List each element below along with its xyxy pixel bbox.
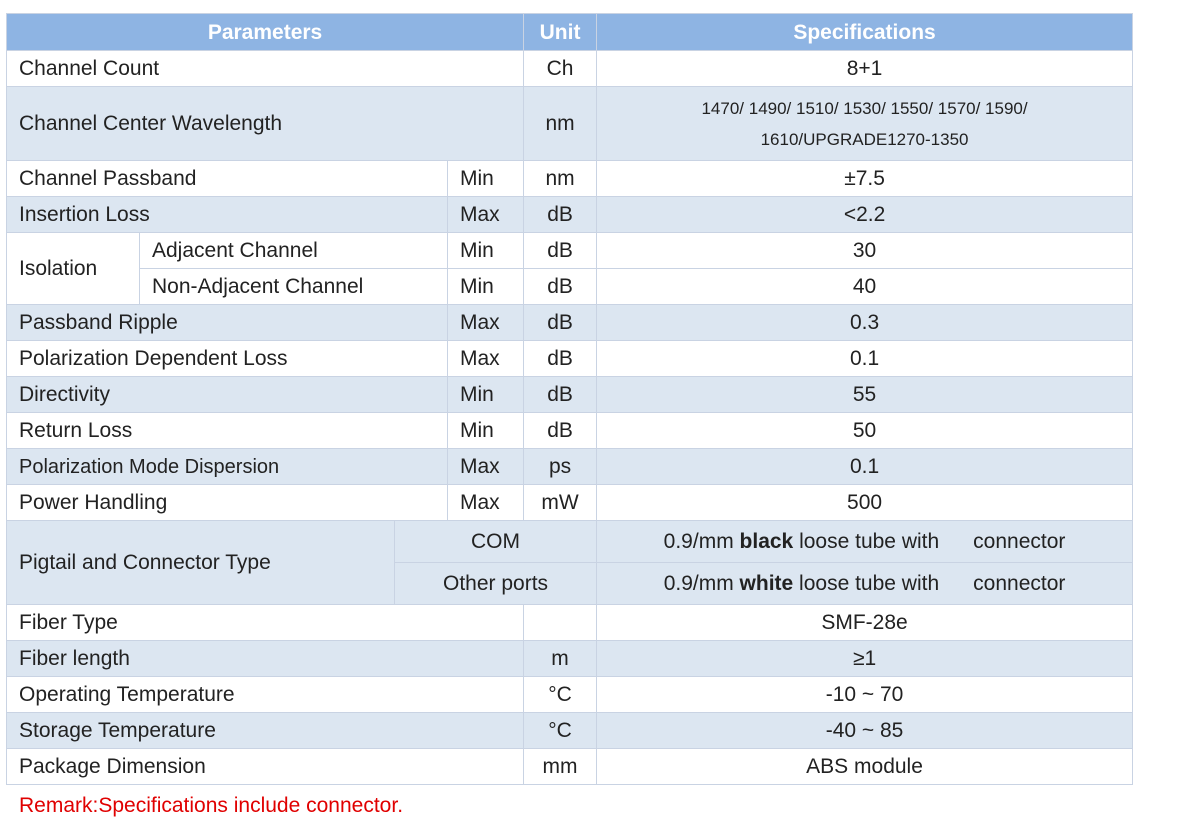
spec-text: loose tube with bbox=[793, 572, 940, 595]
table-row bbox=[7, 161, 1133, 197]
param-cell: Directivity bbox=[7, 377, 448, 413]
unit-cell: nm bbox=[524, 161, 597, 197]
table-row bbox=[7, 305, 1133, 341]
param-cell: Channel Center Wavelength bbox=[7, 87, 524, 161]
spec-cell bbox=[597, 87, 1133, 161]
header-parameters: Parameters bbox=[7, 14, 524, 51]
table-row bbox=[7, 713, 1133, 749]
param-cell: Polarization Dependent Loss bbox=[7, 341, 448, 377]
unit-cell: dB bbox=[524, 341, 597, 377]
condition-cell: Min bbox=[448, 269, 524, 305]
condition-cell: Max bbox=[448, 341, 524, 377]
unit-cell: nm bbox=[524, 87, 597, 161]
param-cell: Fiber length bbox=[7, 641, 524, 677]
spec-text: connector bbox=[973, 530, 1066, 553]
specifications-table bbox=[6, 13, 1133, 785]
spec-cell: 40 bbox=[597, 269, 1133, 305]
subparam-cell: Non-Adjacent Channel bbox=[140, 269, 448, 305]
spec-cell bbox=[597, 563, 1133, 605]
condition-cell: Max bbox=[448, 197, 524, 233]
subparam-cell: Adjacent Channel bbox=[140, 233, 448, 269]
param-cell: Power Handling bbox=[7, 485, 448, 521]
spec-line: 1610/UPGRADE1270-1350 bbox=[760, 129, 969, 149]
spec-cell bbox=[597, 521, 1133, 563]
unit-cell: mm bbox=[524, 749, 597, 785]
spec-cell: ±7.5 bbox=[597, 161, 1133, 197]
table-row bbox=[7, 449, 1133, 485]
table-row bbox=[7, 677, 1133, 713]
table-row bbox=[7, 269, 1133, 305]
table-row bbox=[7, 521, 1133, 563]
param-cell: Return Loss bbox=[7, 413, 448, 449]
spec-cell: ABS module bbox=[597, 749, 1133, 785]
port-cell: COM bbox=[395, 521, 597, 563]
condition-cell: Max bbox=[448, 485, 524, 521]
spec-cell: 500 bbox=[597, 485, 1133, 521]
spec-text: 0.9/mm bbox=[663, 572, 740, 595]
table-row bbox=[7, 197, 1133, 233]
spec-cell: 55 bbox=[597, 377, 1133, 413]
unit-cell: °C bbox=[524, 713, 597, 749]
unit-cell: °C bbox=[524, 677, 597, 713]
unit-cell: Ch bbox=[524, 51, 597, 87]
unit-cell: m bbox=[524, 641, 597, 677]
param-cell: Insertion Loss bbox=[7, 197, 448, 233]
unit-cell bbox=[524, 605, 597, 641]
table-row bbox=[7, 341, 1133, 377]
table-row bbox=[7, 51, 1133, 87]
header-unit: Unit bbox=[524, 14, 597, 51]
condition-cell: Min bbox=[448, 413, 524, 449]
table-row bbox=[7, 605, 1133, 641]
param-cell: Polarization Mode Dispersion bbox=[7, 449, 448, 485]
spec-cell: 50 bbox=[597, 413, 1133, 449]
color-word: black bbox=[739, 530, 794, 553]
param-cell: Package Dimension bbox=[7, 749, 524, 785]
table-row bbox=[7, 485, 1133, 521]
param-cell: Operating Temperature bbox=[7, 677, 524, 713]
condition-cell: Min bbox=[448, 161, 524, 197]
table-row bbox=[7, 749, 1133, 785]
unit-cell: dB bbox=[524, 269, 597, 305]
param-cell: Isolation bbox=[7, 233, 140, 305]
unit-cell: dB bbox=[524, 413, 597, 449]
spec-cell: -40 ~ 85 bbox=[597, 713, 1133, 749]
color-word: white bbox=[739, 572, 794, 595]
param-cell: Storage Temperature bbox=[7, 713, 524, 749]
table-row bbox=[7, 641, 1133, 677]
condition-cell: Min bbox=[448, 377, 524, 413]
header-row bbox=[7, 14, 1133, 51]
condition-cell: Min bbox=[448, 233, 524, 269]
remark-note: Remark:Specifications include connector. bbox=[19, 794, 404, 817]
spec-cell: SMF-28e bbox=[597, 605, 1133, 641]
param-cell: Channel Count bbox=[7, 51, 524, 87]
table-row bbox=[7, 377, 1133, 413]
spec-cell: 30 bbox=[597, 233, 1133, 269]
unit-cell: dB bbox=[524, 233, 597, 269]
spec-cell: -10 ~ 70 bbox=[597, 677, 1133, 713]
unit-cell: dB bbox=[524, 197, 597, 233]
param-cell: Channel Passband bbox=[7, 161, 448, 197]
spec-text: 0.9/mm bbox=[663, 530, 740, 553]
table-row bbox=[7, 87, 1133, 161]
table-row bbox=[7, 233, 1133, 269]
unit-cell: dB bbox=[524, 305, 597, 341]
table-row bbox=[7, 413, 1133, 449]
param-cell: Pigtail and Connector Type bbox=[7, 521, 395, 605]
port-cell: Other ports bbox=[395, 563, 597, 605]
spec-cell: 0.3 bbox=[597, 305, 1133, 341]
spec-cell: ≥1 bbox=[597, 641, 1133, 677]
param-cell: Passband Ripple bbox=[7, 305, 448, 341]
spec-line: 1470/ 1490/ 1510/ 1530/ 1550/ 1570/ 1590/ bbox=[701, 98, 1028, 118]
header-specifications: Specifications bbox=[597, 14, 1133, 51]
param-cell: Fiber Type bbox=[7, 605, 524, 641]
unit-cell: dB bbox=[524, 377, 597, 413]
spec-cell: 0.1 bbox=[597, 341, 1133, 377]
unit-cell: mW bbox=[524, 485, 597, 521]
spec-text: connector bbox=[973, 572, 1066, 595]
spec-cell: 8+1 bbox=[597, 51, 1133, 87]
condition-cell: Max bbox=[448, 449, 524, 485]
spec-cell: <2.2 bbox=[597, 197, 1133, 233]
spec-text: loose tube with bbox=[793, 530, 940, 553]
spec-cell: 0.1 bbox=[597, 449, 1133, 485]
unit-cell: ps bbox=[524, 449, 597, 485]
condition-cell: Max bbox=[448, 305, 524, 341]
